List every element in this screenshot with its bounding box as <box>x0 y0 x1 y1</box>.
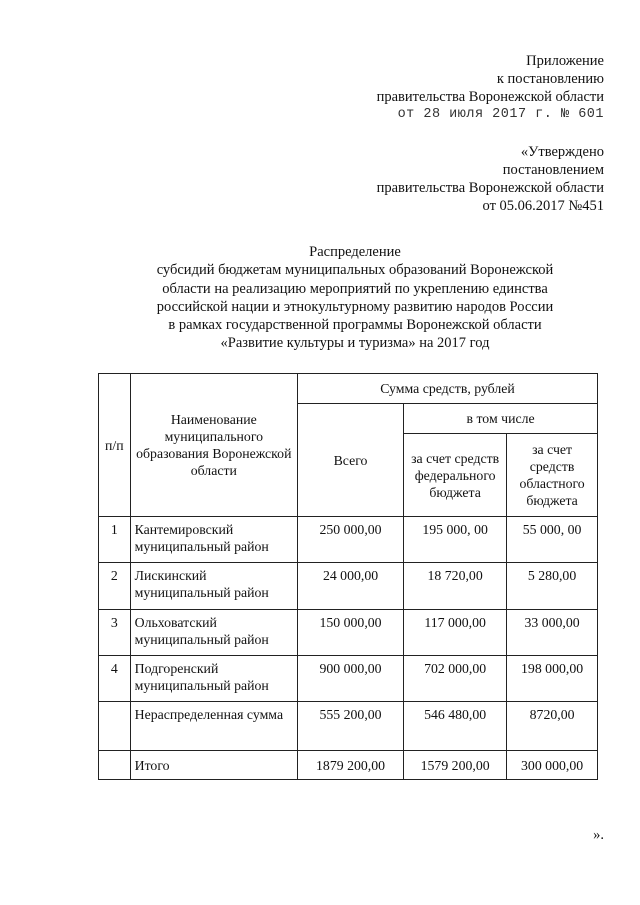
approved-line: «Утверждено <box>520 144 604 160</box>
title-line: области на реализацию мероприятий по укреплению единства <box>162 280 548 297</box>
title-line: Распределение <box>309 244 401 260</box>
header-regional: за счет средств областного бюджета <box>507 434 598 517</box>
header-num: п/п <box>99 374 131 517</box>
header-amount: Сумма средств, рублей <box>297 374 597 404</box>
table-row <box>99 563 598 610</box>
title-line: «Развитие культуры и туризма» на 2017 год <box>220 335 490 352</box>
title-line: субсидий бюджетам муниципальных образований Воронежской <box>156 262 554 279</box>
row-total: 1879 200,00 <box>297 751 403 780</box>
row-federal: 546 480,00 <box>404 702 507 751</box>
row-total: 24 000,00 <box>297 563 403 610</box>
row-name: Итого <box>130 751 297 780</box>
approved-line: от 05.06.2017 №451 <box>482 198 604 214</box>
row-name: Подгоренский муниципальный район <box>130 656 297 702</box>
appendix-line: к постановлению <box>496 71 604 87</box>
row-name: Кантемировский муниципальный район <box>130 517 297 563</box>
row-regional: 55 000, 00 <box>507 517 598 563</box>
row-num <box>99 702 131 751</box>
approved-block <box>377 143 604 215</box>
table-row <box>99 656 598 702</box>
row-total: 900 000,00 <box>297 656 403 702</box>
document-title <box>120 243 590 353</box>
row-name: Нераспределенная сумма <box>130 702 297 751</box>
row-federal: 117 000,00 <box>404 610 507 656</box>
row-num: 3 <box>99 610 131 656</box>
row-num <box>99 751 131 780</box>
header-including: в том числе <box>404 404 598 434</box>
row-num: 4 <box>99 656 131 702</box>
title-line: в рамках государственной программы Воронежской области <box>168 317 542 334</box>
header-federal: за счет средств федерального бюджета <box>404 434 507 517</box>
appendix-line: правительства Воронежской области <box>376 89 604 105</box>
header-total: Всего <box>297 404 403 517</box>
distribution-table <box>98 373 598 780</box>
table-row <box>99 517 598 563</box>
row-federal: 195 000, 00 <box>404 517 507 563</box>
row-federal: 18 720,00 <box>404 563 507 610</box>
row-total: 150 000,00 <box>297 610 403 656</box>
row-regional: 33 000,00 <box>507 610 598 656</box>
appendix-block <box>377 52 604 124</box>
row-federal: 702 000,00 <box>404 656 507 702</box>
title-line: российской нации и этнокультурному развитию народов России <box>156 298 554 315</box>
row-total: 555 200,00 <box>297 702 403 751</box>
approved-line: правительства Воронежской области <box>376 180 604 196</box>
approved-line: постановлением <box>502 162 604 178</box>
table-row <box>99 610 598 656</box>
row-regional: 5 280,00 <box>507 563 598 610</box>
table-row-total <box>99 751 598 780</box>
closing-quote: ». <box>593 827 604 843</box>
appendix-line: Приложение <box>526 53 604 69</box>
row-total: 250 000,00 <box>297 517 403 563</box>
row-name: Лискинский муниципальный район <box>130 563 297 610</box>
table-row <box>99 702 598 751</box>
decree-stamp: от 28 июля 2017 г. № 601 <box>397 107 604 122</box>
row-regional: 8720,00 <box>507 702 598 751</box>
row-num: 1 <box>99 517 131 563</box>
row-regional: 198 000,00 <box>507 656 598 702</box>
row-num: 2 <box>99 563 131 610</box>
header-name: Наименование муниципального образования Воронежской области <box>130 374 297 517</box>
row-name: Ольховатский муниципальный район <box>130 610 297 656</box>
row-regional: 300 000,00 <box>507 751 598 780</box>
row-federal: 1579 200,00 <box>404 751 507 780</box>
